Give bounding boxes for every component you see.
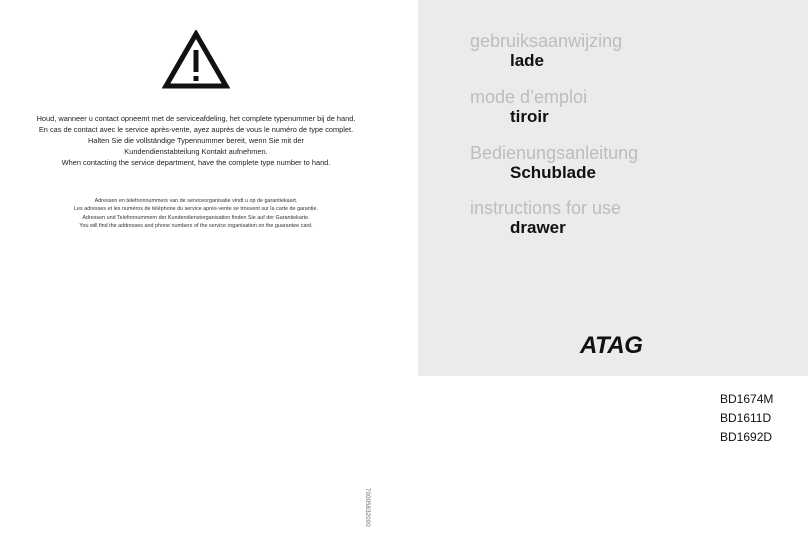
document-number: 70005832000 xyxy=(364,488,370,527)
notice-line-en: When contacting the service department, have the complete type number to hand. xyxy=(61,158,331,167)
fineprint-line-de: Adressen und Telefonnummern der Kundendienstorganisation finden Sie auf der Garantiekarte. xyxy=(82,214,310,221)
product-name: Schublade xyxy=(510,163,596,182)
product-name: drawer xyxy=(510,218,566,237)
cover-title-panel xyxy=(418,0,808,376)
warning-triangle-icon xyxy=(162,30,230,90)
language-block-de xyxy=(470,143,638,183)
brand-logo: ATAG xyxy=(580,332,643,359)
language-title: instructions for use xyxy=(470,198,622,218)
fineprint-line-nl: Adressen en telefoonnummers van de serviceorganisatie vindt u op de garantiekaart. xyxy=(94,198,298,204)
address-fineprint xyxy=(40,197,352,231)
model-number: BD1611D xyxy=(720,411,772,425)
product-name: tiroir xyxy=(510,107,549,126)
product-name: lade xyxy=(510,51,545,70)
model-list xyxy=(720,390,773,447)
language-block-nl xyxy=(470,31,622,71)
fineprint-line-fr: Les adresses et les numéros de téléphone du service après-vente se trouvent sur la carte de garantie. xyxy=(74,206,318,213)
language-block-en xyxy=(470,198,621,238)
model-number: BD1692D xyxy=(720,430,773,444)
language-title: mode d’emploi xyxy=(470,87,588,107)
model-panel xyxy=(418,376,808,556)
notice-line-de-1: Halten Sie die vollständige Typennummer bereit, wenn Sie mit der xyxy=(88,136,304,145)
service-notice xyxy=(20,113,372,168)
notice-line-nl: Houd, wanneer u contact opneemt met de serviceafdeling, het complete typenummer bij de hand. xyxy=(36,114,356,123)
fineprint-line-en: You will find the addresses and phone numbers of the service organisation on the guarantee card. xyxy=(79,223,313,230)
language-title: gebruiksaanwijzing xyxy=(470,31,623,51)
notice-line-fr: En cas de contact avec le service après-vente, ayez auprès de vous le numéro de type complet. xyxy=(38,125,354,134)
language-block-fr xyxy=(470,87,587,127)
model-number: BD1674M xyxy=(720,392,774,406)
language-title: Bedienungsanleitung xyxy=(470,143,639,163)
notice-line-de-2: Kundendienstabteilung Kontakt aufnehmen. xyxy=(124,147,268,156)
